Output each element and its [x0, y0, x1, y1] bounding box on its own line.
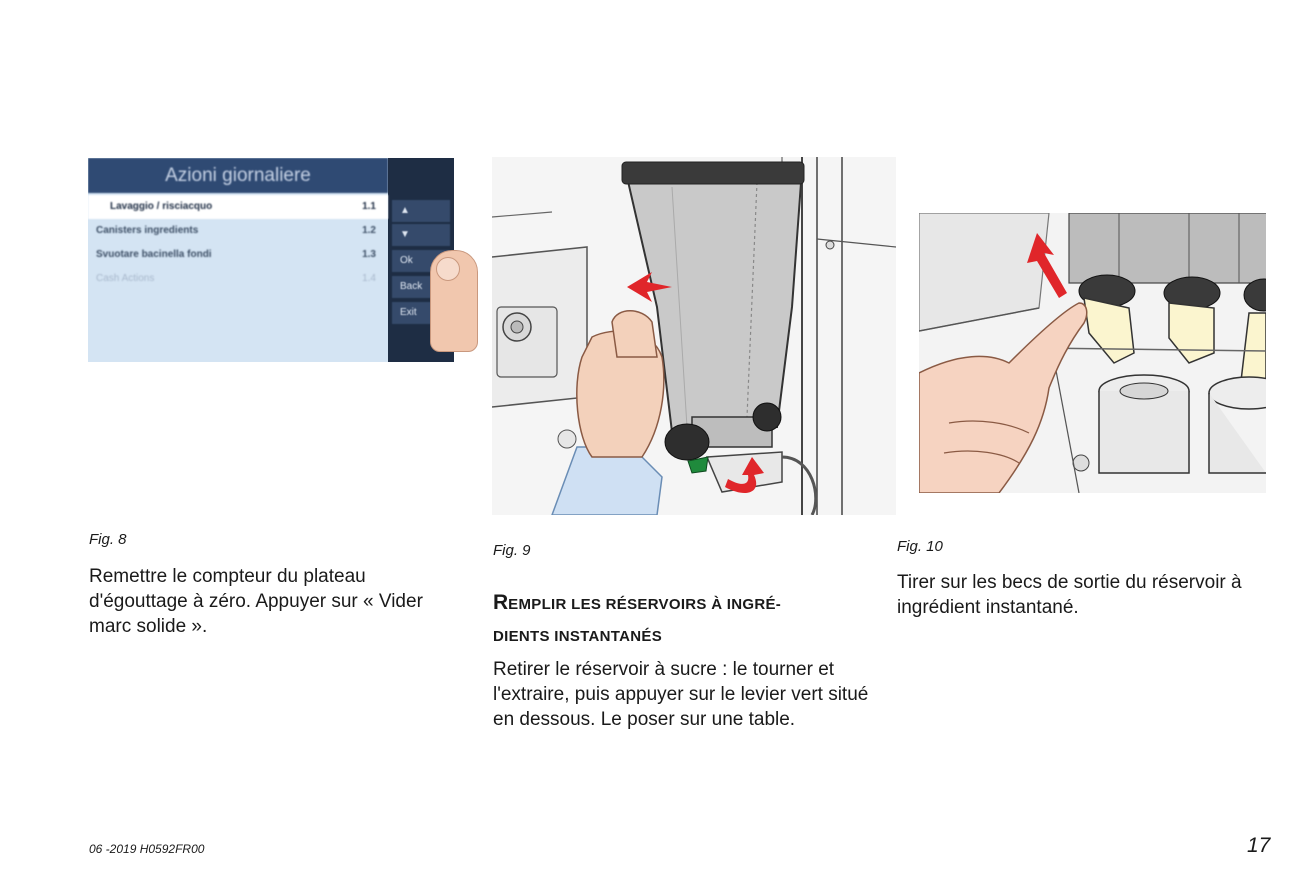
col2-paragraph: Retirer le réservoir à sucre : le tourner et l'extraire, puis appuyer sur le levier vert situé en dessous. Le poser sur une table.: [493, 659, 869, 730]
col1-paragraph: Remettre le compteur du plateau d'égouttage à zéro. Appuyer sur « Vider marc solide ».: [89, 566, 423, 637]
fig9-caption: Fig. 9: [493, 542, 531, 559]
screen-menu-row: Cash Actions 1.4: [96, 273, 376, 284]
fig10-caption: Fig. 10: [897, 538, 943, 555]
screen-exit-button: Exit: [392, 302, 450, 324]
screen-title: Azioni giornaliere: [88, 158, 388, 193]
spout-pull-drawing: [919, 213, 1266, 493]
document-code: 06 -2019 H0592FR00: [89, 842, 205, 856]
canister-removal-drawing: [492, 157, 896, 515]
screen-down-button: ▼: [392, 224, 450, 246]
col3-paragraph: Tirer sur les becs de sortie du réservoir à ingrédient instantané.: [897, 572, 1242, 618]
fig8-caption: Fig. 8: [89, 531, 127, 548]
screen-ok-button: Ok: [392, 250, 450, 272]
page-number: 17: [1247, 834, 1271, 857]
screen-menu-row: Lavaggio / risciacquo 1.1: [88, 195, 388, 219]
finger-nail: [436, 257, 460, 281]
screen-back-button: Back: [392, 276, 450, 298]
heading-line-1: REMPLIR LES RÉSERVOIRS À INGRÉ-: [493, 591, 782, 614]
heading-line-2: DIENTS INSTANTANÉS: [493, 628, 663, 645]
fig10-illustration: [919, 213, 1266, 493]
screen-up-button: ▲: [392, 200, 450, 222]
section-heading: [493, 590, 853, 650]
screen-menu-row: Svuotare bacinella fondi 1.3: [96, 249, 376, 260]
control-panel-screen: [88, 158, 454, 362]
screen-menu-row: Canisters ingredients 1.2: [96, 225, 376, 236]
fig9-illustration: [492, 157, 896, 515]
